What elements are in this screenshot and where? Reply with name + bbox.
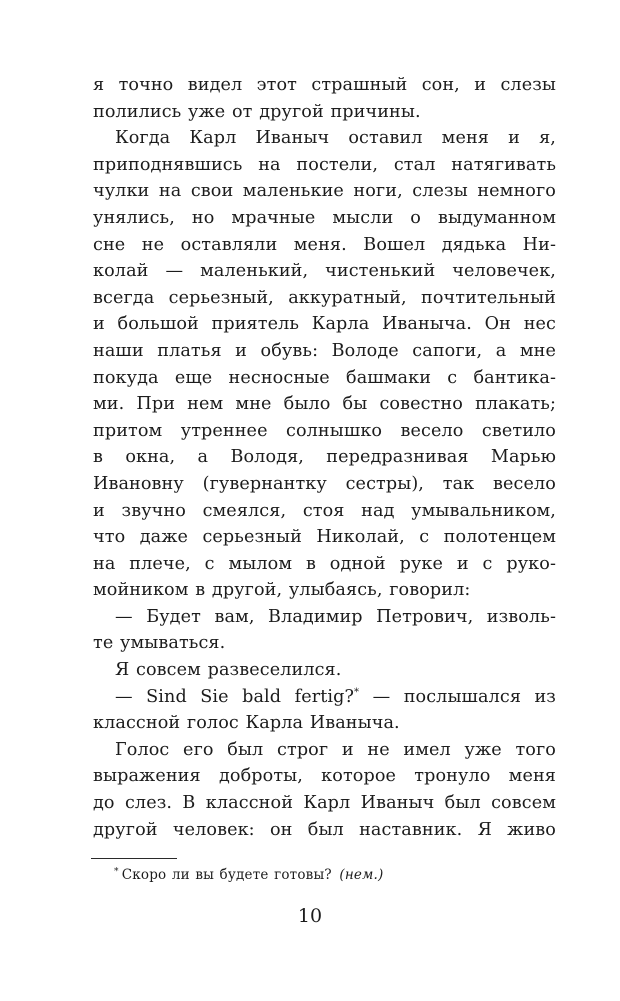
book-page-body xyxy=(93,72,556,843)
text-line: колай — маленький, чистенький человечек, xyxy=(93,261,556,282)
text-line: всегда серьезный, аккуратный, почтительный xyxy=(93,287,556,308)
footnote xyxy=(114,866,383,884)
dialogue-continuation-text: — послышался из xyxy=(359,686,557,707)
text-line: я точно видел этот страшный сон, и слезы xyxy=(93,75,556,95)
text-line: в окна, а Володя, передразнивая Марью xyxy=(93,447,556,468)
text-line: другой человек: он был наставник. Я живо xyxy=(93,819,556,840)
text-line: наши платья и обувь: Володе сапоги, а мне xyxy=(93,340,556,361)
text-line: ми. При нем мне было бы совестно плакать; xyxy=(93,394,556,415)
text-line: полились уже от другой причины. xyxy=(93,101,421,122)
text-line: унялись, но мрачные мысли о выдуманном xyxy=(93,207,556,228)
footnote-text: Скоро ли вы будете готовы? xyxy=(121,867,332,883)
dialogue-line-with-footnote xyxy=(93,684,556,711)
page-number: 10 xyxy=(297,905,323,927)
text-line: сне не оставляли меня. Вошел дядька Ни- xyxy=(93,234,556,255)
text-line: притом утреннее солнышко весело светило xyxy=(93,420,556,441)
text-line: классной голос Карла Иваныча. xyxy=(93,713,400,734)
text-line: до слез. В классной Карл Иваныч был совсем xyxy=(93,793,556,814)
text-line: и большой приятель Карла Иваныча. Он нес xyxy=(93,314,556,335)
footnote-language-note: (нем.) xyxy=(339,867,384,883)
text-line: приподнявшись на постели, стал натягивать xyxy=(93,154,556,175)
text-line: выражения доброты, которое тронуло меня xyxy=(93,766,556,787)
footnote-mark: * xyxy=(114,867,119,877)
paragraph-start-line: Я совсем развеселился. xyxy=(115,660,342,681)
paragraph-start-line: Голос его был строг и не имел уже того xyxy=(115,739,556,760)
dialogue-line: — Будет вам, Владимир Петрович, изволь- xyxy=(115,606,556,627)
footnote-divider xyxy=(91,858,177,859)
text-line: покуда еще несносные башмаки с бантика- xyxy=(93,367,556,388)
text-line: на плече, с мылом в одной руке и с руко- xyxy=(93,553,556,574)
dialogue-german-text: — Sind Sie bald fertig? xyxy=(115,686,355,707)
text-line: что даже серьезный Николай, с полотенцем xyxy=(93,527,556,548)
text-line: и звучно смеялся, стоя над умывальником, xyxy=(93,500,556,521)
paragraph-start-line: Когда Карл Иваныч оставил меня и я, xyxy=(115,128,556,149)
text-line: те умываться. xyxy=(93,633,226,654)
text-line: чулки на свои маленькие ноги, слезы немного xyxy=(93,181,556,202)
text-line: Ивановну (гувернантку сестры), так весело xyxy=(93,473,556,494)
footnote-reference-mark: * xyxy=(354,686,360,698)
text-line: мойником в другой, улыбаясь, говорил: xyxy=(93,580,471,601)
